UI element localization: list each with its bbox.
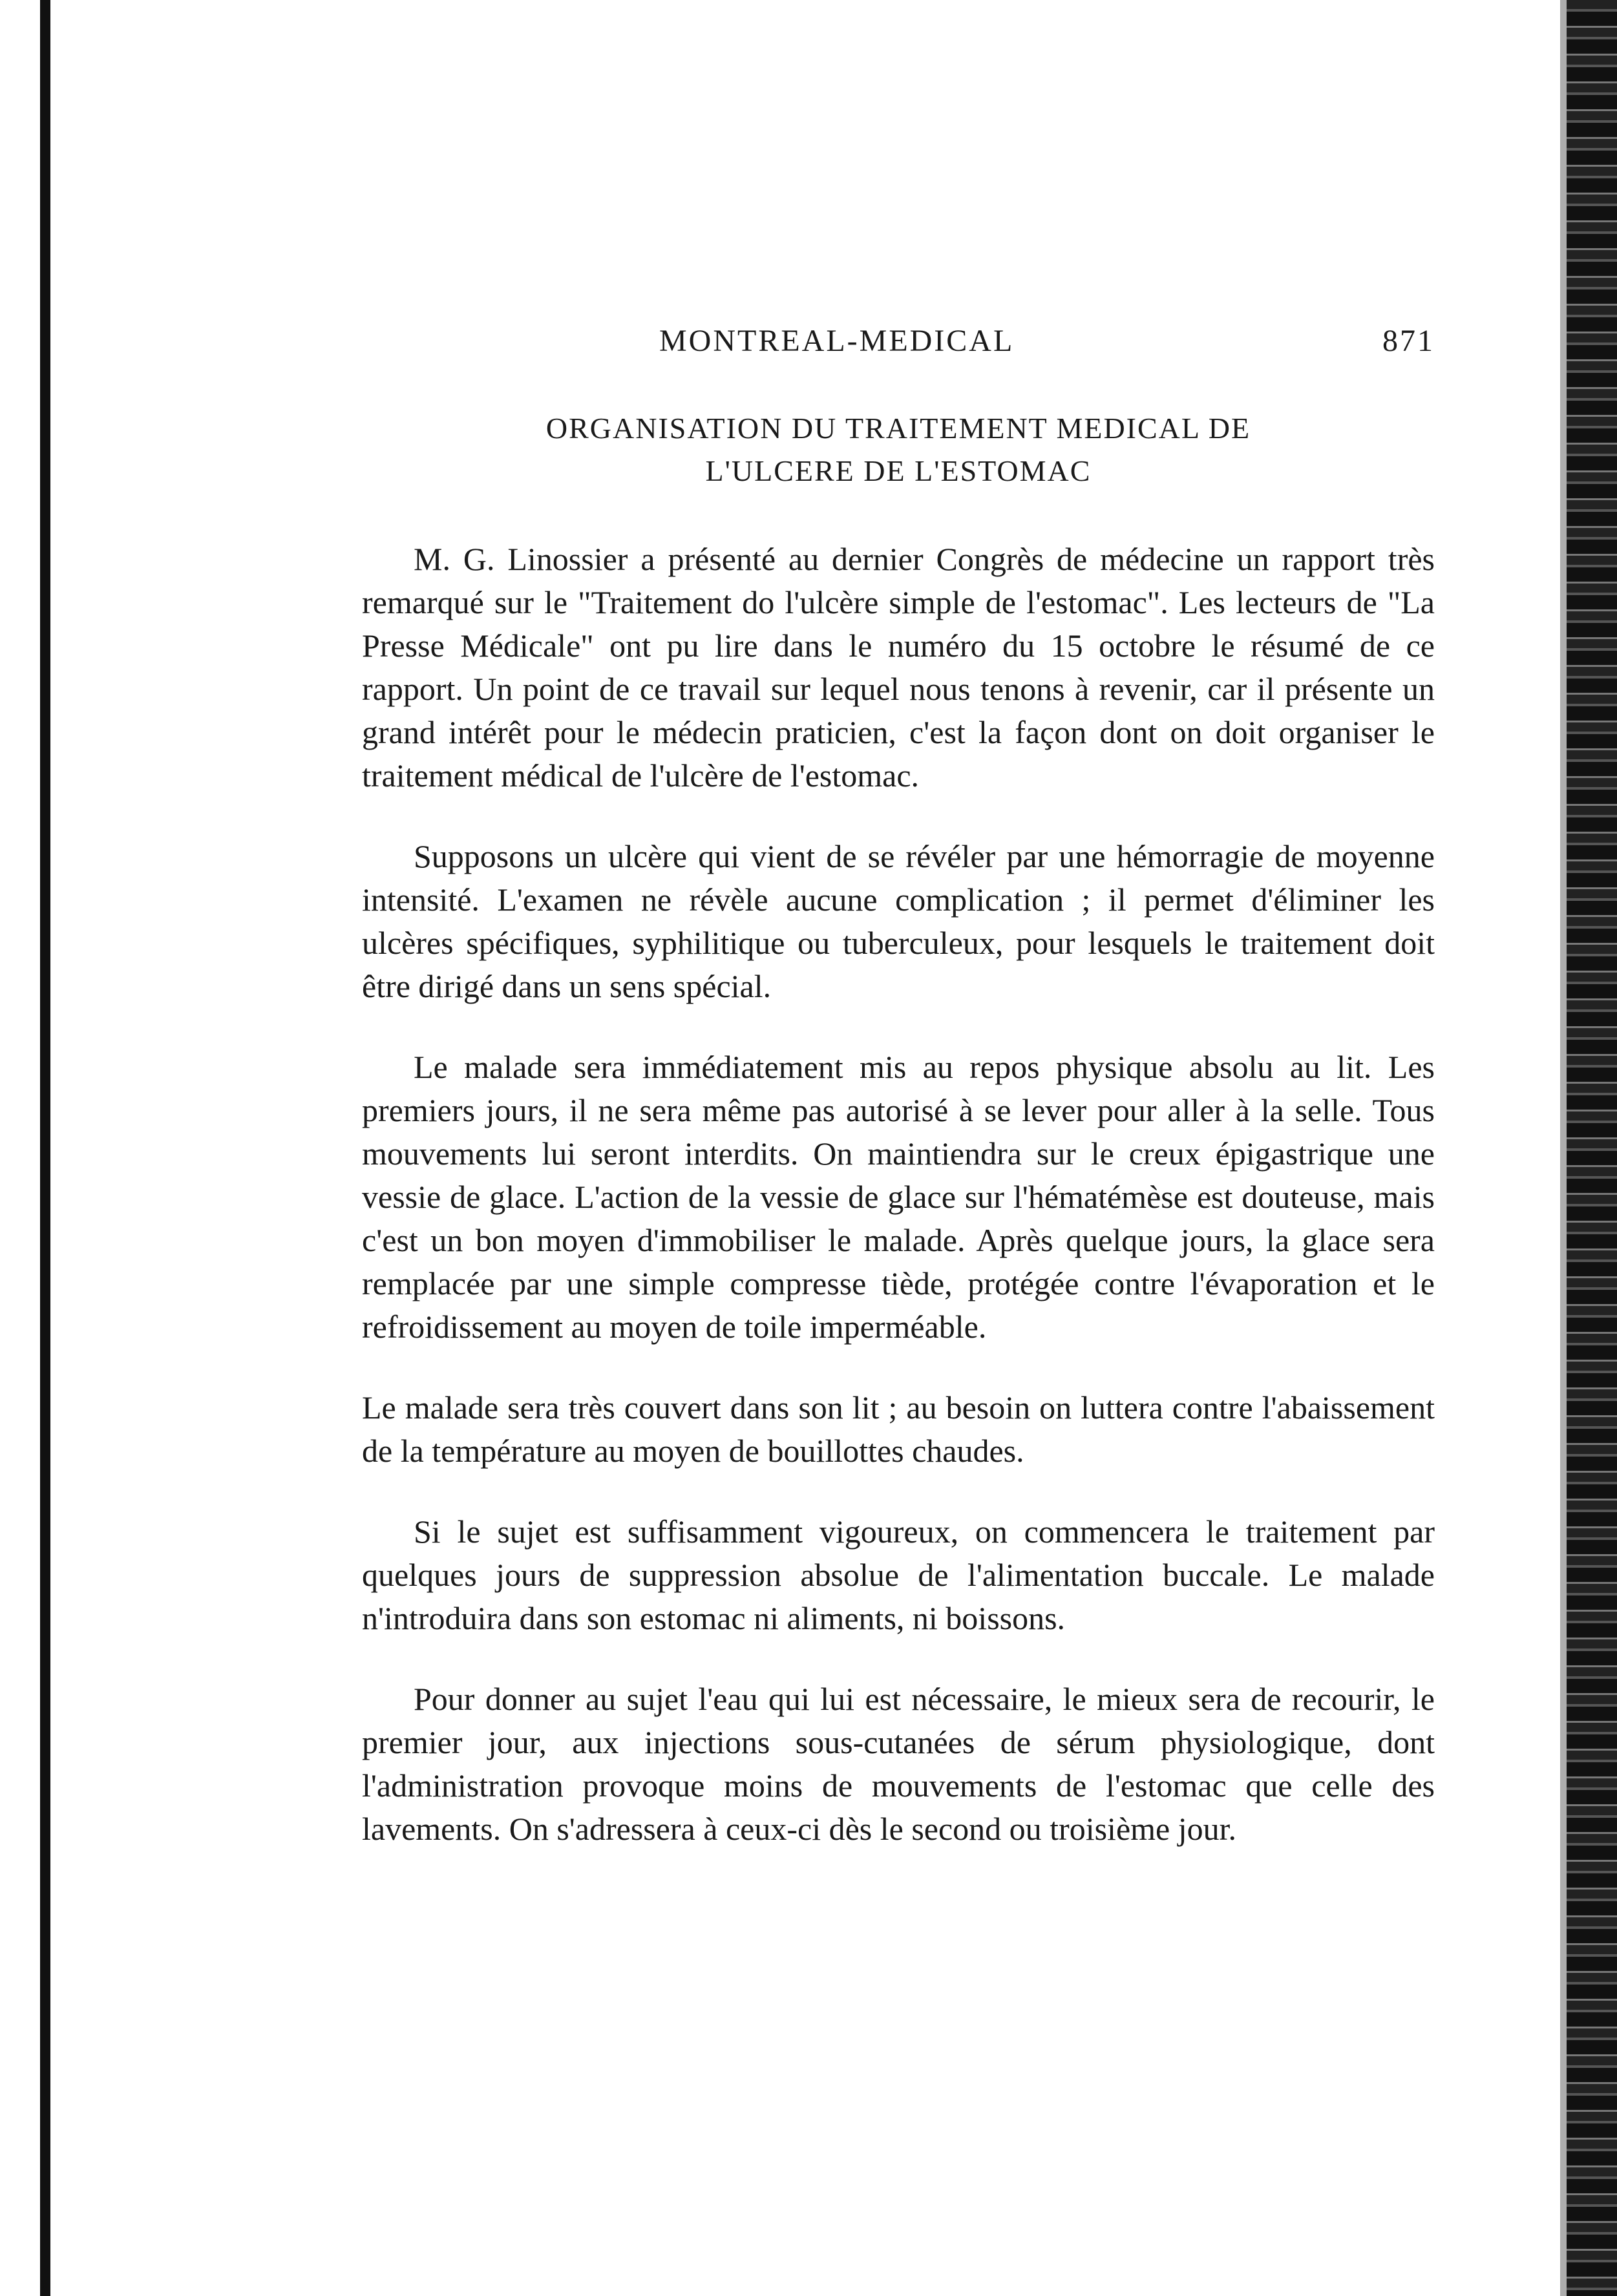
running-head [362, 323, 1435, 368]
paragraph-1: M. G. Linossier a présenté au dernier Congrès de médecine un rapport très remarqué sur le "Traitement do l'ulcère simple de l'estomac". Les lecteurs de "La Presse Médicale" ont pu lire dans le numéro du 15 octobre le résumé de ce rapport. Un point de ce travail sur lequel nous tenons à revenir, car il présente un grand intérêt pour le médecin praticien, c'est la façon dont on doit organiser le traitement médical de l'ulcère de l'estomac. [362, 541, 1435, 794]
scan-right-edge-shadow [1560, 0, 1567, 2296]
article-title-line-2: L'ULCERE DE L'ESTOMAC [705, 454, 1092, 487]
paragraph-3: Le malade sera immédiatement mis au repos physique absolu au lit. Les premiers jours, il ne sera même pas autorisé à se lever pour aller à la selle. Tous mouvements lui seront interdits. On maintiendra sur le creux épigastrique une vessie de glace. L'action de la vessie de glace sur l'hématémèse est douteuse, mais c'est un bon moyen d'immobiliser le malade. Après quelque jours, la glace sera remplacée par une simple compresse tiède, protégée contre l'évaporation et le refroidissement au moyen de toile imperméable. [362, 1049, 1435, 1345]
scan-right-edge-binding [1567, 0, 1617, 2296]
page-number: 871 [1382, 324, 1435, 358]
paragraph-4: Le malade sera très couvert dans son lit ; au besoin on luttera contre l'abaissement de la température au moyen de bouillottes chaudes. [362, 1389, 1435, 1469]
document-page [362, 323, 1435, 1888]
paragraph-6: Pour donner au sujet l'eau qui lui est nécessaire, le mieux sera de recourir, le premier jour, aux injections sous-cutanées de sérum physiologique, dont l'administration provoque moins de mouvements de l'estomac que celle des lavements. On s'adressera à ceux-ci dès le second ou troisième jour. [362, 1681, 1435, 1847]
paragraph-2: Supposons un ulcère qui vient de se révéler par une hémorragie de moyenne intensité. L'examen ne révèle aucune complication ; il permet d'éliminer les ulcères spécifiques, syphilitique ou tuberculeux, pour lesquels le traitement doit être dirigé dans un sens spécial. [362, 838, 1435, 1004]
article-title-line-1: ORGANISATION DU TRAITEMENT MEDICAL DE [545, 412, 1251, 445]
running-title: MONTREAL-MEDICAL [659, 324, 1015, 358]
article-title [362, 407, 1435, 492]
scan-left-margin-rule [40, 0, 50, 2296]
paragraph-5: Si le sujet est suffisamment vigoureux, on commencera le traitement par quelques jours de suppression absolue de l'alimentation buccale. Le malade n'introduira dans son estomac ni aliments, ni boissons. [362, 1513, 1435, 1636]
